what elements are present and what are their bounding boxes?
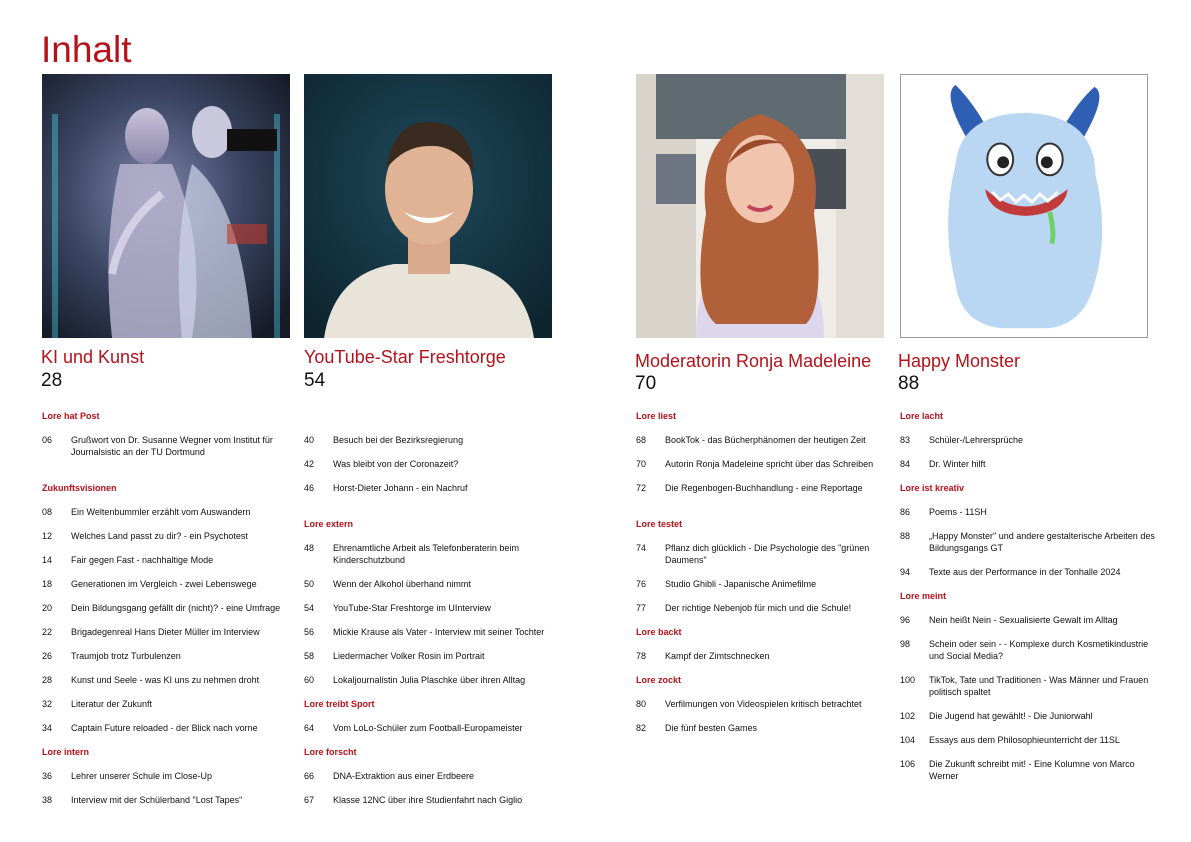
happy-monster-image [900, 74, 1148, 338]
toc-entry-title: Interview mit der Schülerband "Lost Tapes" [71, 795, 243, 805]
toc-entry-title: Generationen im Vergleich - zwei Lebenswege [71, 579, 257, 589]
category-label: Lore testet [636, 519, 683, 529]
toc-entry-page: 100 [900, 675, 916, 685]
toc-entry-title: Die Regenbogen-Buchhandlung - eine Reportage [665, 483, 863, 493]
toc-entry-page: 78 [636, 651, 647, 661]
toc-entry-title: Die Jugend hat gewählt! - Die Juniorwahl [929, 711, 1093, 721]
toc-entry-title: Dr. Winter hilft [929, 459, 986, 469]
toc-entry-page: 77 [636, 603, 647, 613]
category-label: Lore forscht [304, 747, 357, 757]
toc-entry-page: 80 [636, 699, 647, 709]
toc-entry-page: 56 [304, 627, 315, 637]
category-label: Lore meint [900, 591, 947, 601]
toc-entry-page: 06 [42, 435, 53, 445]
category-label: Lore treibt Sport [304, 699, 375, 709]
toc-entry-page: 68 [636, 435, 647, 445]
ronja-madeleine-image [636, 74, 884, 338]
toc-entry-page: 46 [304, 483, 315, 493]
section-title-freshtorge: YouTube-Star Freshtorge [304, 347, 506, 367]
toc-entry-page: 42 [304, 459, 315, 469]
toc-entry-title: Besuch bei der Bezirksregierung [333, 435, 464, 445]
category-label: Lore lacht [900, 411, 944, 421]
toc-entry-title: Mickie Krause als Vater - Interview mit seiner Tochter [333, 627, 545, 637]
toc-entry-page: 96 [900, 615, 911, 625]
section-title-ronja: Moderatorin Ronja Madeleine [635, 351, 872, 371]
category-label: Lore zockt [636, 675, 682, 685]
toc-entry-page: 82 [636, 723, 647, 733]
toc-entry-page: 26 [42, 651, 53, 661]
page-title: Inhalt [41, 29, 132, 70]
toc-entry-title: Grußwort von Dr. Susanne Wegner vom Institut für Journalsistic an der TU Dortmund [71, 435, 273, 457]
toc-entry-page: 50 [304, 579, 315, 589]
toc-entry-page: 67 [304, 795, 315, 805]
category-label: Zukunftsvisionen [42, 483, 117, 493]
toc-entry-title: DNA-Extraktion aus einer Erdbeere [333, 771, 475, 781]
toc-entry-page: 98 [900, 639, 911, 649]
toc-entry-title: Kunst und Seele - was KI uns zu nehmen droht [71, 675, 260, 685]
toc-entry-title: Die Zukunft schreibt mit! - Eine Kolumne von Marco Werner [929, 759, 1135, 781]
toc-entry-page: 70 [636, 459, 647, 469]
toc-entry-title: Fair gegen Fast - nachhaltige Mode [71, 555, 214, 565]
toc-entry-page: 36 [42, 771, 53, 781]
toc-entry-title: Lehrer unserer Schule im Close-Up [71, 771, 213, 781]
section-page-ronja: 70 [635, 373, 657, 394]
category-label: Lore backt [636, 627, 682, 637]
toc-entry-title: Welches Land passt zu dir? - ein Psychotest [71, 531, 248, 541]
toc-entry-page: 12 [42, 531, 53, 541]
section-page-ki-kunst: 28 [41, 370, 63, 391]
category-label: Lore ist kreativ [900, 483, 965, 493]
toc-entry-title: Autorin Ronja Madeleine spricht über das Schreiben [665, 459, 874, 469]
toc-entry-title: Captain Future reloaded - der Blick nach vorne [71, 723, 258, 733]
toc-entry-page: 86 [900, 507, 911, 517]
toc-entry-title: Ehrenamtliche Arbeit als Telefonberaterin beim Kinderschutzbund [333, 543, 519, 565]
toc-entry-page: 72 [636, 483, 647, 493]
toc-entry-page: 64 [304, 723, 315, 733]
toc-entry-title: Die fünf besten Games [665, 723, 758, 733]
freshtorge-image [304, 74, 552, 338]
toc-entry-title: Klasse 12NC über ihre Studienfahrt nach Giglio [333, 795, 523, 805]
ki-kunst-image [42, 74, 290, 338]
section-page-monster: 88 [898, 373, 920, 394]
toc-entry-page: 54 [304, 603, 315, 613]
toc-entry-title: Was bleibt von der Coronazeit? [333, 459, 459, 469]
toc-entry-page: 40 [304, 435, 315, 445]
category-label: Lore hat Post [42, 411, 100, 421]
toc-entry-page: 48 [304, 543, 315, 553]
toc-entry-title: Poems - 11SH [929, 507, 987, 517]
toc-entry-page: 94 [900, 567, 911, 577]
toc-entry-page: 20 [42, 603, 53, 613]
toc-entry-title: Essays aus dem Philosophieunterricht der 11SL [929, 735, 1120, 745]
toc-entry-page: 08 [42, 507, 53, 517]
toc-entry-title: Schüler-/Lehrersprüche [929, 435, 1024, 445]
toc-entry-title: „Happy Monster" und andere gestalterische Arbeiten des Bildungsgangs GT [929, 531, 1155, 553]
toc-entry-page: 102 [900, 711, 916, 721]
toc-entry-title: Verfilmungen von Videospielen kritisch betrachtet [665, 699, 862, 709]
toc-entry-page: 106 [900, 759, 916, 769]
section-page-freshtorge: 54 [304, 370, 326, 391]
toc-entry-page: 76 [636, 579, 647, 589]
toc-entry-page: 38 [42, 795, 53, 805]
toc-entry-page: 84 [900, 459, 911, 469]
toc-entry-page: 60 [304, 675, 315, 685]
toc-entry-title: Vom LoLo-Schüler zum Football-Europameister [333, 723, 523, 733]
category-label: Lore extern [304, 519, 354, 529]
toc-entry-title: Liedermacher Volker Rosin im Portrait [333, 651, 485, 661]
toc-entry-page: 18 [42, 579, 53, 589]
category-label: Lore intern [42, 747, 90, 757]
toc-entry-page: 28 [42, 675, 53, 685]
toc-entry-title: Traumjob trotz Turbulenzen [71, 651, 181, 661]
toc-entry-page: 32 [42, 699, 53, 709]
toc-entry-title: Lokaljournalistin Julia Plaschke über ihren Alltag [333, 675, 526, 685]
toc-entry-page: 22 [42, 627, 53, 637]
toc-entry-title: Wenn der Alkohol überhand nimmt [333, 579, 471, 589]
toc-entry-page: 66 [304, 771, 315, 781]
toc-entry-title: Der richtige Nebenjob für mich und die Schule! [665, 603, 852, 613]
toc-entry-title: Schein oder sein - - Komplexe durch Kosmetikindustrie und Social Media? [929, 639, 1149, 661]
toc-entry-page: 58 [304, 651, 315, 661]
toc-entry-page: 104 [900, 735, 916, 745]
category-label: Lore liest [636, 411, 677, 421]
toc-entry-page: 14 [42, 555, 53, 565]
toc-entry-page: 83 [900, 435, 911, 445]
toc-entry-title: YouTube-Star Freshtorge im UInterview [333, 603, 491, 613]
toc-entry-title: Dein Bildungsgang gefällt dir (nicht)? - eine Umfrage [71, 603, 281, 613]
toc-entry-title: Brigadegenreal Hans Dieter Müller im Interview [71, 627, 260, 637]
toc-entry-page: 74 [636, 543, 647, 553]
toc-entry-title: Kampf der Zimtschnecken [665, 651, 770, 661]
toc-entry-title: TikTok, Tate und Traditionen - Was Männer und Frauen politisch spaltet [929, 675, 1149, 697]
toc-entry-title: Texte aus der Performance in der Tonhalle 2024 [929, 567, 1121, 577]
toc-entry-title: Ein Weltenbummler erzählt vom Auswandern [71, 507, 251, 517]
toc-entry-title: Studio Ghibli - Japanische Animefilme [665, 579, 817, 589]
toc-entry-title: Nein heißt Nein - Sexualisierte Gewalt im Alltag [929, 615, 1118, 625]
toc-entry-page: 88 [900, 531, 911, 541]
toc-entry-title: Horst-Dieter Johann - ein Nachruf [333, 483, 468, 493]
toc-entry-page: 34 [42, 723, 53, 733]
toc-entry-title: Literatur der Zukunft [71, 699, 153, 709]
toc-entry-title: BookTok - das Bücherphänomen der heutigen Zeit [665, 435, 866, 445]
section-title-ki-kunst: KI und Kunst [41, 347, 145, 367]
toc-entry-title: Pflanz dich glücklich - Die Psychologie des "grünen Daumens" [665, 543, 870, 565]
section-title-monster: Happy Monster [898, 351, 1021, 371]
